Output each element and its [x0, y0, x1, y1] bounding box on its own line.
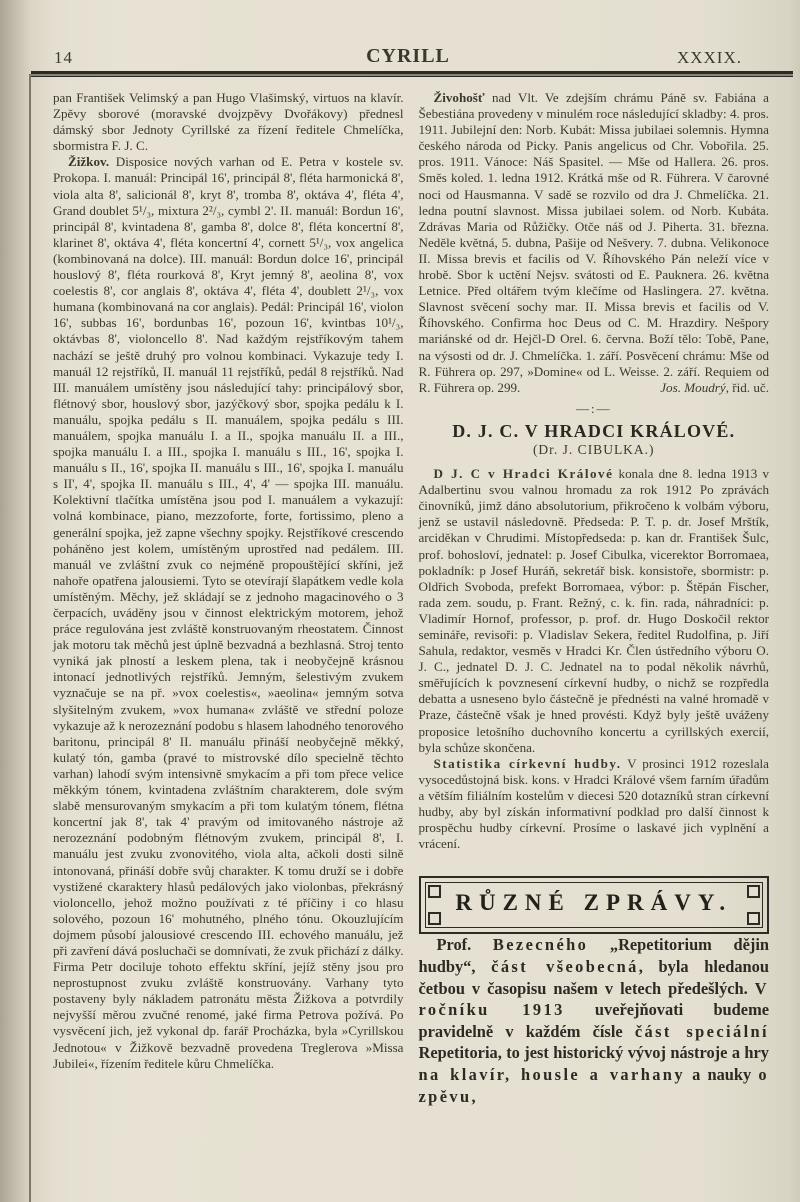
corner-ornament-icon	[747, 885, 760, 898]
article-djc-meeting	[419, 466, 770, 756]
right-column	[419, 90, 770, 1107]
section-heading: D. J. C. V HRADCI KRÁLOVÉ.	[452, 420, 736, 441]
various-news-title: RŮZNÉ ZPRÁVY.	[455, 890, 733, 916]
signature-name: Jos. Moudrý	[660, 379, 726, 395]
page-binding-edge-line	[29, 74, 31, 1202]
volume-number: XXXIX.	[676, 48, 742, 67]
corner-ornament-icon	[747, 912, 760, 925]
page-number: 14	[54, 48, 73, 67]
article-signature	[625, 380, 769, 396]
article-zivohost-text: nad Vlt. Ve zdejším chrámu Páně sv. Fabiána a Šebestiána provedeny v minulém roce následující skladby: 4. pros. 1911. Jubilejní den: Norb. Kubát: Missa jubilaei solemnis. Hymna českého národa od Picky. Panis angelicus od Chr. Vobořila. 25. pros. 1911. Vánoce: Náš Spasitel. — Mše od Hallera. 26. pros. Směs koled. 1. ledna 1912. Krátká mše od R. Führera. V čarovné noci od Hausmanna. V sadě se rozvilo od dra J. Chmelíčka. 21. ledna poutní slavnost. Missa jubilaei solem. od Norb. Kubáta. Zdrávas Maria od Růžičky. Otče náš od J. Piherta. 31. března. Neděle květná, 5. dubna, Pašije od Nešvery. 7. dubna. Velikonoce II. Missa brevis et facilis od V. Říhovského Pán neleží více v hrobě. Sbor k uctění Nejsv. svátosti od E. Pauknera. 26. května Letnice. Před oltářem tvým klečíme od Haslingera. 27. května. Slavnost svěcení sochy mar. II. Missa brevis et facilis od V. Říhovského. Confirma hoc Deus od C. M. Hrazdiry. Nešpory mariánské od dr. Hejčl-D Orel. 6. června. Boží tělo: Tobě, Pane, na výsosti od dr. J. Chmelíčka. 1. září. Posvěcení chrámu: Mše od R. Führera op. 297, »Domine« od L. Weisse. 2. září. Requiem od R. Führera op. 299.	[418, 90, 769, 395]
article-statistika	[419, 756, 770, 853]
article-zizkov-text: Disposice nových varhan od E. Petra v kostele sv. Prokopa. I. manuál: Principál 16', principál 8', fléta harmonická 8', viola alta 8', salicionál 8', kryt 8', tromba 8', oktáva 4', fléta 4', Grand doublet 5¹/₃, mixtura 2²/₃, cymbl 2'. II. manuál: Bordun 16', principál 8', kvintadena 8', gamba 8', dolce 8', fléta koncertní 8', klarinet 8', oktáva 4', fléta koncertní 4', cornett 5¹/₃, vox angelica (kombinovaná na dolce). III. manuál: Bordun dolce 16', principál houslový 8', fléta rourková 8', Kryt jemný 8', aeolina 8', vox coelestis 8', cor anglais 8', oktáva 4', fléta 4', doublett 2¹/₃, vox humana (kombinovaná na cor anglais). Pedál: Principál 16', violon 16', subbas 16', bordunbas 16', pozoun 16', kvintbas 10¹/₃, oktávbas 8', violoncello 8'. Nad každým rejstříkovým tahem nachází se ještě druhý pro volnou kombinaci. Vykazuje tedy I. manuál 12 rejstříků, II. manuál 11 rejstříků, pedál 8 rejstříků. Nad III. manuálem umístěny jsou následující tahy: principálový sbor, flétnový sbor, houslový sbor, jazýčkový sbor, spojka pedálu k I. manuálu, spojka pedálu s II. manuálem, spojka pedálu s III. manuálem, spojka manuálu I. a II., spojka manuálu II. a III., spojka manuálu I. a III., spojka I. manuálu s III., 16', spojka I. manuálu s II., 16', spojka II. manuálu s III., 16', spojka I. manuálu s II', 4', spojka II. manuálu s III., 4', 4' — spojka III. manuálu. Kolektivní tlačítka umístěna jsou pod I. manuálem a vykazují: volná kombinace, piano, mezzoforte, forte, fortissimo, pleno a generální spojka, jež zapne všechny spojky. Rejstříkové crescendo poháněno jest kolem, umístěným uprostřed nad pedálem. III. manuál ve zvláštní zvuk co nejméně propouštějící skříni, jež nahoře opatřena jalousiemi. Tyto se otevírají šlapátkem vedle kola umístěným. Měchy, jež skládají se z jednoho magacinového o 3 čerpacích, uváděny jsou v činnost elektrickým motorem, jehož práce regulována jest zvláště konstruovaným rheostatem. Činnost jak motoru tak měchů jest úplně bezvadná a bezhlasná. Stroj tento vyniká jak plností a leskem plena, tak i neobyčejně krásnou intonací jednotlivých rejstříků. Jemným, šelestivým zvukem vyznačuje se na př. »vox coelestis«, »aeolina« jemným sotva slyšitelným zvukem, »vox humana« zvláště ve střední poloze vykazuje až k nerozeznání podobu s hlasem lahodného tenorového baritonu, principál 8' II. manuálu přináší neobyčejně měkký, kulatý tón, gamba (pravé to mistrovské dílo specielně těchto varhan) lahodí svým intensivně smykacím a při tom přece velice měkkým tónem, kvintadena zvláštním charakterem, dole svým slabě mensurovaným smykacím a při tom kulatým tónem, flétna koncertní jak 8', tak 4' pravým od imitovaného nástroje až nerozeznání podobným flétnovým zvukem, principál 8', I. manuálu jest zvuku zvonovitého, viola alta, ačkoli dosti silně intonovaná, přináší dobře svůj charakter. K tomu druží se i dobře vystižené ckaraktery hlasů pedálových jako violonbas, překrásný violoncello, jehož možno používati z té příčiny i co hlasu solového, pozoun 16' mohutného, plného tónu. Okouzlujícím dojmem působí jalousiové crescendo III. echového manuálu, jež při zavření dává posluchači se domnívati, že zvuk přichází z dálky. Firma Petr dociluje tohoto effektu skříní, jejíž stěny jsou pro neprostupnost zvuku zvláště konstruovány. Varhany tyto postaveny byly nákladem patronátu města Žižkova a potvrdily nejvyšší měrou zvučné renomé, jaké firma Petrova požívá. Po vysvěcení jich, jež vykonal dp. farář Procházka, byla »Cyrillskou Jednotou« v Žižkově bezvadně provedena Treglerova »Missa Jubilei«, řízením ředitele kůru Chmelíčka.	[53, 154, 404, 1071]
article-zivohost	[419, 90, 770, 396]
page-header	[46, 42, 770, 68]
article-djc-lead: D J. C v Hradci Králové	[433, 466, 614, 482]
corner-ornament-icon	[428, 912, 441, 925]
header-rule	[31, 71, 793, 77]
article-zivohost-lead: Živohošť	[433, 90, 485, 105]
two-column-body	[53, 90, 769, 1107]
journal-title: CYRILL	[366, 45, 450, 67]
article-statistika-lead: Statistika církevní hudby.	[433, 755, 622, 771]
section-subheading: (Dr. J. CIBULKA.)	[532, 441, 655, 457]
corner-ornament-icon	[428, 885, 441, 898]
various-news-box	[419, 876, 770, 934]
article-djc-text: konala dne 8. ledna 1913 v Adalbertinu svou valnou hromadu za rok 1912 Po zprávách činovníků, jimž dáno absolutorium, přikročeno k volbám výboru, jenž se ustavil následovně. Předseda: P. T. p. dr. Josef Mrštík, arciděkan v Chrudimi. Místopředseda: p. kan dr. František Šulc, prof. bohosloví, jednatel: p. Josef Cibulka, vicerektor Borromaea, pokladník: p Josef Huráň, sekretář bisk. konsistoře, sbormistr: p. Oldřich Svoboda, prefekt Borromaea, výbor: p. Štěpán Fischer, rada zem. soudu, p. Frant. Režný, c. k. fin. rada, náhradníci: p. Vladimír Hornof, professor, p. prof. dr. Hugo Doskočil rektor semináře, revisoři: p. Vladislav Sekera, ředitel Rudolfina, p. Jiří Sahula, redaktor, vesměs v Hradci Kr. Člen ústředního výboru O. J. C., jednatel D. J. C. Jednatel na to podal několik návrhů, směřujících k povznesení církevní hudby, o nichž se rozpředla debatta a usneseno bylo částečně je přednésti na valné hromadě v Praze, částečně však je hned provésti. Když byly ještě uváženy proposice letošního duchovního koncertu a cyrillských exercií, byla schůze skončena.	[418, 466, 769, 755]
article-zizkov	[53, 154, 404, 1071]
left-column	[53, 90, 404, 1107]
article-velimsky-continuation: pan František Velimský a pan Hugo Vlašimský, virtuos na klavír. Zpěvy sborové (moravské dvojzpěvy Dvořákovy) přednesl dámský sbor Jednoty Cyrillské za řízení ředitele Chmelíčka, sbormistra F. J. C.	[53, 90, 404, 154]
article-statistika-text: V prosinci 1912 rozeslala vysocedůstojná bisk. kons. v Hradci Králové všem farním úřadům a větším filiálním kostelům v diecesi 520 dotazníků stran církevní hudby, aby byl získán informativní podklad pro další činnost k prospěchu hudby církevní. Prosíme o laskavé jich vyplnění a vrácení.	[418, 755, 769, 852]
signature-role: , řid. uč.	[725, 379, 769, 395]
article-repetitorium: Prof. Bezecného „Repetitorium dějin hudby“, část všeobecná, byla hledanou četbou v časopisu našem v letech předešlých. V ročníku 1913 uveřejňovati budeme pravidelně v každém čísle část speciální Repetitoria, to jest historický vývoj nástroje a hry na klavír, housle a varhany a nauky o zpěvu,	[418, 935, 769, 1106]
article-divider-ornament: —:—	[575, 400, 612, 416]
article-zizkov-lead: Žižkov.	[68, 154, 110, 170]
various-news-box-inner	[425, 882, 764, 928]
